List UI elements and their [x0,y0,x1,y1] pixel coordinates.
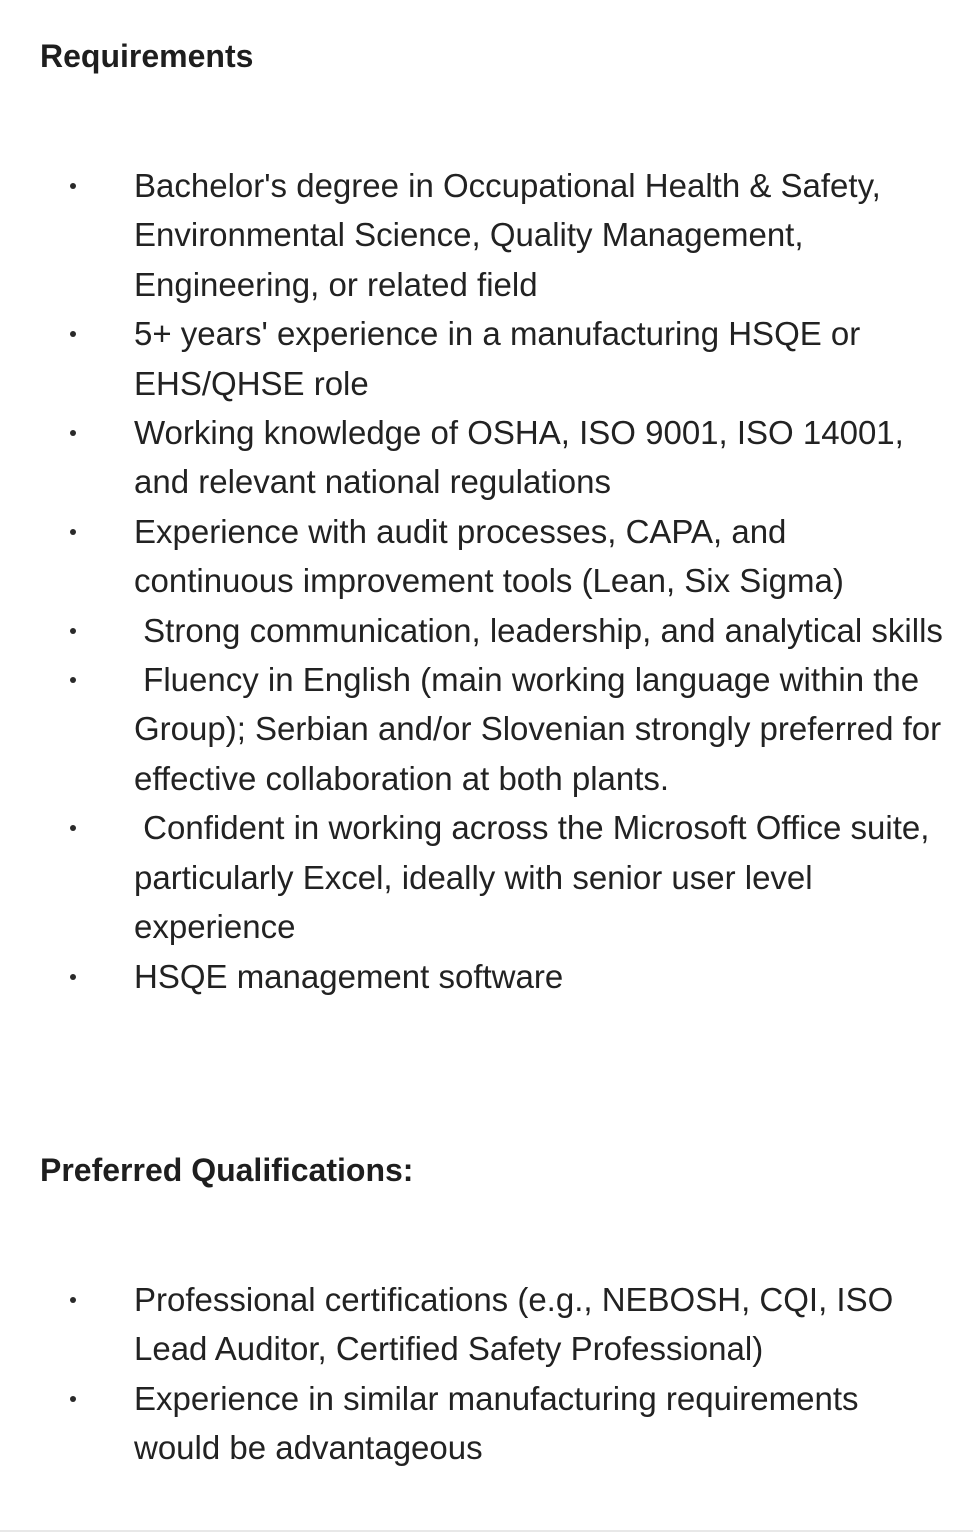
list-item-text: Bachelor's degree in Occupational Health & Safety, Environmental Science, Quality Management, Engineering, or related field [134,167,890,303]
bullet-icon [70,430,76,436]
divider [0,1530,973,1532]
list-item-text: Strong communication, leadership, and analytical skills [134,611,943,649]
list-item-text: Working knowledge of OSHA, ISO 9001, ISO 14001, and relevant national regulations [134,414,913,501]
bullet-icon [70,1297,76,1303]
requirements-list [0,161,973,1001]
bullet-icon [70,974,76,980]
list-item [0,803,973,951]
bullet-icon [70,183,76,189]
list-item [0,1275,973,1374]
bullet-icon [70,529,76,535]
list-item-text: Professional certifications (e.g., NEBOSH, CQI, ISO Lead Auditor, Certified Safety Professional) [134,1281,903,1368]
bullet-icon [70,331,76,337]
bullet-icon [70,628,76,634]
list-item [0,655,973,803]
bullet-icon [70,677,76,683]
bullet-icon [70,1396,76,1402]
preferred-qualifications-heading: Preferred Qualifications: [40,1152,414,1188]
list-item-text: HSQE management software [134,957,564,995]
bullet-icon [70,825,76,831]
preferred-qualifications-list [0,1275,973,1473]
list-item [0,408,973,507]
list-item [0,952,973,1001]
list-item-text: 5+ years' experience in a manufacturing HSQE or EHS/QHSE role [134,315,870,402]
list-item [0,606,973,655]
list-item [0,507,973,606]
list-item-text: Experience in similar manufacturing requirements would be advantageous [134,1379,868,1467]
list-item-text: Confident in working across the Microsoft Office suite, particularly Excel, ideally with senior user level experience [134,809,939,946]
list-item [0,1374,973,1473]
list-item-text: Experience with audit processes, CAPA, and continuous improvement tools (Lean, Six Sigma) [134,512,844,600]
list-item [0,161,973,309]
list-item [0,309,973,408]
requirements-heading: Requirements [40,38,254,74]
list-item-text: Fluency in English (main working language within the Group); Serbian and/or Slovenian strongly preferred for effective collaboration at both plants. [134,661,951,797]
